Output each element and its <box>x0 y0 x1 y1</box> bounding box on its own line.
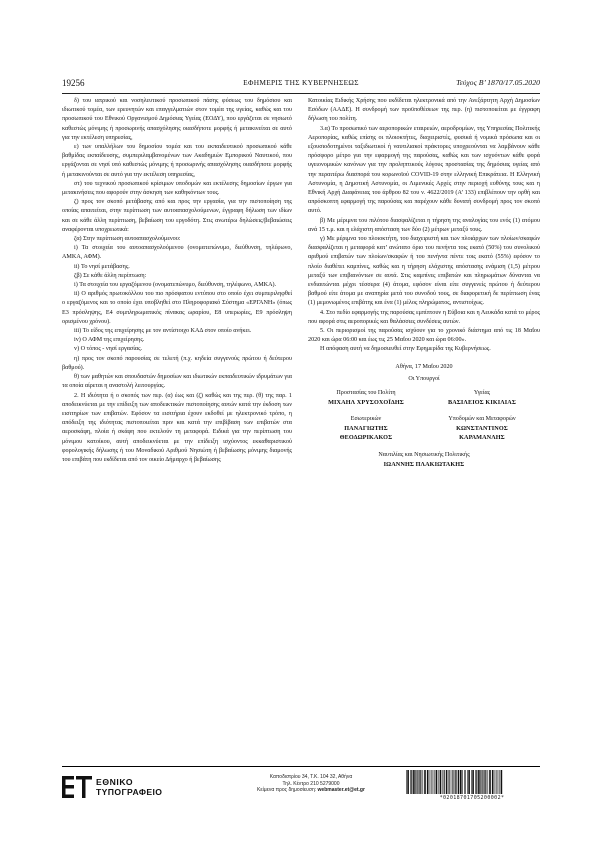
barcode-bar <box>472 770 474 794</box>
barcode-bar <box>420 770 421 794</box>
barcode-bar <box>464 770 465 794</box>
footer-phone: Τηλ. Κέντρο 210 5279000 <box>282 780 340 787</box>
barcode-bar <box>460 770 462 794</box>
footer-rule <box>62 766 540 767</box>
paragraph: β) Με μέριμνα του πιλότου διασφαλίζεται η τήρηση της αναλογίας του ενός (1) ατόμου ανά 15 τ.μ. και η ελάχιστη απόσταση των δύο (2) μέτρων μεταξύ τους. <box>308 217 540 233</box>
barcode-bar <box>484 770 485 794</box>
barcode-bar <box>465 770 466 794</box>
barcode-bar <box>471 770 472 794</box>
barcode-bar <box>482 770 483 794</box>
paragraph: 3.α) Το προσωπικό των αεροπορικών εταιρειών, αεροδρομίων, της Υπηρεσίας Πολιτικής Αεροπορίας, καθώς επίσης οι πλοιοκτήτες, διαχειριστές, φυσικά ή νομικά πρόσωπα και οι εξουσιοδοτημένοι ταξιδιωτικοί ή ναυτιλιακοί πράκτορες υποχρεούνται να λαμβάνουν κάθε πρόσφορο μέτρο για την εφαρμογή της παρούσας, καθώς και των ισχυόντων κάθε φορά υγειονομικών κανόνων για την προληπτικούς λόγους προστασίας της δημόσιας υγείας από την περαιτέρω διασπορά του κορωνοϊού COVID-19 στην ελληνική Επικράτεια. Η Ελληνική Αστυνομία, η Δημοτική Αστυνομία, οι Λιμενικές Αρχές στην περιοχή ευθύνης τους και η Εθνική Αρχή Διαφάνειας του άρθρου 82 του ν. 4622/2019 (Α’ 133) επιβλέπουν την ορθή και απρόσκοπτη εφαρμογή της παρούσας και παρέχουν κάθε δυνατή συνδρομή προς τον σκοπό αυτό. <box>308 125 540 215</box>
page-header <box>62 76 540 90</box>
logo-text-line1: ΕΘΝΙΚΟ <box>96 777 134 787</box>
barcode-bar <box>433 770 434 794</box>
footer-address: Καποδιστρίου 34, Τ.Κ. 104 32, Αθήνα <box>269 774 353 780</box>
journal-title: ΕΦΗΜΕΡΙΣ ΤΗΣ ΚΥΒΕΡΝΗΣΕΩΣ <box>243 78 359 87</box>
barcode-bar <box>430 770 431 794</box>
barcode-bar <box>423 770 424 794</box>
barcode-bar <box>478 770 480 794</box>
barcode-bar <box>451 770 452 794</box>
paragraph: i) Τα στοιχεία του αυτοαπασχολούμενου (ονοματεπώνυμο, διεύθυνση, τηλέφωνο, ΑΜΚΑ, ΑΦΜ). <box>62 245 292 261</box>
header-rule <box>62 93 540 94</box>
right-column <box>308 97 540 500</box>
barcode-bar <box>440 770 442 794</box>
barcode-bar <box>406 770 407 794</box>
paragraph: στ) του τεχνικού προσωπικού κρίσιμων υποδομών και εκτέλεσης δημοσίων έργων για μετακινήσεις που αφορούν στην άσκηση των καθηκόντων τους. <box>62 180 292 197</box>
paragraph: ii) Ο αριθμός πρωτοκόλλου του πιο πρόσφατου εντύπου στο οποίο έχει συμπεριληφθεί ο εργαζόμενος και το οποίο έχει υποβληθεί στο Πληροφοριακό Σύστημα «ΕΡΓΑΝΗ» (όπως Ε3 πρόσληψης, Ε4 συμπληρωματικός πίνακας ωραρίου, Ε8 υπερωρίες, Ε9 πρόσληψη ορισμένου χρόνου). <box>62 291 292 325</box>
paragraph: ε) των υπαλλήλων του δημοσίου τομέα και του εκπαιδευτικού προσωπικού κάθε βαθμίδας εκπαίδευσης, συμπεριλαμβανομένων των Ακαδημιών Εμπορικού Ναυτικού, που εργάζονται σε νησί υπό καθεστώς μόνιμης ή προσωρινής απασχόλησης οιασδήποτε μορφής ή μετακινούνται σε αυτό για την εκτέλεση υπηρεσίας, <box>62 144 292 178</box>
barcode-bar <box>419 770 420 794</box>
footer-logo <box>62 774 182 802</box>
barcode <box>404 770 540 794</box>
paragraph: ii) Το νησί μετάβασης. <box>74 263 130 270</box>
barcode-bar <box>444 770 445 794</box>
barcode-bar <box>495 770 496 794</box>
paragraph: θ) των μαθητών και σπουδαστών δημοσίων και ιδιωτικών εκπαιδευτικών ιδρυμάτων για τα οποία αίρεται η αναστολή λειτουργίας. <box>62 374 292 390</box>
barcode-number: *02018701705200002* <box>439 795 505 801</box>
issue-number: Τεύχος Β’ 1870/17.05.2020 <box>456 78 540 87</box>
barcode-bar <box>417 770 418 794</box>
barcode-bar <box>407 770 409 794</box>
barcode-bar <box>468 770 470 794</box>
barcode-bar <box>499 770 500 794</box>
barcode-bar <box>489 770 491 794</box>
barcode-bar <box>467 770 468 794</box>
barcode-bar <box>449 770 450 794</box>
paragraph: 5. Οι περιορισμοί της παρούσας ισχύουν για το χρονικό διάστημα από τις 18 Μαΐου 2020 και ώρα 06:00 και έως τις 25 Μαΐου 2020 και ώρα 06:00». <box>308 328 540 344</box>
logo-text-line2: ΤΥΠΟΓΡΑΦΕΙΟ <box>96 787 163 797</box>
minister-name: ΠΑΝΑΓΙΩΤΗΣ <box>344 424 388 432</box>
paragraph: ζα) Στην περίπτωση αυτοαπασχολούμενου: <box>74 236 181 243</box>
barcode-bar <box>411 770 412 794</box>
paragraph: δ) του ιατρικού και νοσηλευτικού προσωπικού πάσης φύσεως του δημόσιου και ιδιωτικού τομέα, των ερευνητών και επαγγελματιών στον τομέα της υγείας, καθώς και του προσωπικού του Εθνικού Οργανισμού Δημόσιας Υγείας (ΕΟΔΥ), που εργάζεται σε νησιωτό καθεστώς μόνιμης ή προσωρινής απασχόλησης οιασδήποτε μορφής ή μετακινείται σε αυτό για την εκτέλεση υπηρεσίας, <box>62 98 292 141</box>
paragraph: ζ) προς τον σκοπό μετάβασης από και προς την εργασία, για την πιστοποίηση της οποίας απαιτείται, στην περίπτωση των αυτοαπασχολούμενων, έγγραφη δήλωση των ιδίων και σε κάθε άλλη περίπτωση, βεβαίωση του εργοδότη. Στις ανωτέρω δηλώσεις/βεβαιώσεις αναφέρονται υποχρεωτικά: <box>62 199 292 233</box>
barcode-bar <box>442 770 443 794</box>
barcode-bar <box>498 770 499 794</box>
paragraph: η) προς τον σκοπό παρουσίας σε τελετή (π.χ. κηδεία συγγενούς πρώτου ή δεύτερου βαθμού). <box>62 355 292 371</box>
barcode-bar <box>462 770 463 794</box>
signatures-block <box>308 355 540 500</box>
footer-email-label: Κείμενα προς δημοσίευση: <box>257 787 317 794</box>
page-number: 19256 <box>62 78 85 88</box>
barcode-bar <box>424 770 426 794</box>
barcode-bar <box>501 770 503 794</box>
barcode-bar <box>413 770 415 794</box>
minister-title: Ναυτιλίας και Νησιωτικής Πολιτικής <box>378 451 470 458</box>
barcode-bar <box>446 770 448 794</box>
signature-date: Αθήνα, 17 Μαΐου 2020 <box>395 363 453 370</box>
paragraph: 2. Η ιδιότητα ή ο σκοπός των περ. (α) έως και (ζ) καθώς και της περ. (θ) της παρ. 1 αποδεικνύεται με την επίδειξη των αποδεικτικών πιστοποίησης αυτών κατά την έκδοση των εισιτηρίων των επιβατών. Εφόσον τα εισιτήρια έχουν εκδοθεί με ηλεκτρονικό τρόπο, η απόδειξη της ιδιότητας πιστοποιείται πριν και κατά την επιβίβαση των επιβατών στα αεροσκάφη, πλοία ή σκάφη που εκτελούν τη μεταφορά. Ειδικά για την περίπτωση του μόνιμου κατοίκου, αυτή αποδεικνύεται με την επίδειξη ισχύοντος εκκαθαριστικού φορολογικής δήλωσης ή του Μοναδικού Αριθμού Νησιώτη ή βεβαίωσης μόνιμης διαμονής του επιβάτη που εκδίδεται από τον οικείο Δήμαρχο ή βεβαίωσης <box>62 392 292 463</box>
footer-email[interactable]: webmaster.et@et.gr <box>317 787 365 794</box>
paragraph: iii) Το είδος της επιχείρησης με τον αντίστοιχο ΚΑΔ στον οποίο ανήκει. <box>74 328 252 335</box>
paragraph: iv) Ο ΑΦΜ της επιχείρησης. <box>74 337 145 344</box>
barcode-bar <box>475 770 476 794</box>
left-column <box>62 97 292 465</box>
signature-heading: Οι Υπουργοί <box>408 375 440 382</box>
minister-name: ΜΙΧΑΗΛ ΧΡΥΣΟΧΟΪΔΗΣ <box>328 398 404 406</box>
barcode-bar <box>436 770 438 794</box>
barcode-bar <box>492 770 494 794</box>
minister-name: ΒΑΣΙΛΕΙΟΣ ΚΙΚΙΛΙΑΣ <box>447 398 517 406</box>
paragraph: v) Ο τόπος - νησί εργασίας. <box>74 346 143 353</box>
barcode-bar <box>431 770 432 794</box>
et-logo-icon <box>62 776 92 798</box>
barcode-bar <box>458 770 460 794</box>
minister-title: Προστασίας του Πολίτη <box>336 389 396 396</box>
footer-contact <box>236 774 386 794</box>
barcode-bar <box>456 770 457 794</box>
barcode-bar <box>452 770 453 794</box>
paragraph: Η απόφαση αυτή να δημοσιευθεί στην Εφημερίδα της Κυβερνήσεως. <box>320 346 491 353</box>
barcode-bar <box>427 770 429 794</box>
minister-title: Υγείας <box>473 389 491 396</box>
barcode-bar <box>455 770 456 794</box>
barcode-bar <box>488 770 489 794</box>
barcode-bar <box>476 770 477 794</box>
barcode-bar <box>410 770 411 794</box>
barcode-bar <box>434 770 435 794</box>
paragraph: i) Τα στοιχεία του εργαζόμενου (ονοματεπώνυμο, διεύθυνση, τηλέφωνο, ΑΜΚΑ). <box>74 282 277 289</box>
paragraph: 4. Στο πεδίο εφαρμογής της παρούσας εμπίπτουν η Εύβοια και η Λευκάδα κατά το μέρος που αφορά στις αεροπορικές και θαλάσσιες συνδέσεις αυτών. <box>308 309 540 325</box>
paragraph: γ) Με μέριμνα του πλοιοκτήτη, του διαχειριστή και των πλοιάρχων των πλοίων/σκαφών διασφαλίζεται η μεταφορά κατ’ ανώτατο όριο του πενήντα τοις εκατό (50%) του συνολικού αριθμού επιβατών των πλοίων/σκαφών ή του πενήντα πέντε τοις εκατό (55%) εφόσον το πλοίο διαθέτει καμπίνες, καθώς και η τήρηση ελάχιστης απόστασης ενάμιση (1,5) μέτρου μεταξύ των επιβαινόντων σε αυτά. Στις καμπίνες επιβατών και πληρωμάτων δύνανται να ενδιαιτώνται μέχρι τέσσερα (4) άτομα, εφόσον είναι είτε συγγενείς πρώτου ή δεύτερου βαθμού είτε άτομα με αναπηρία μετά του συνοδού τους, σε διαφορετική δε περίπτωση ένας (1) μεμονωμένος επιβάτης και ένα (1) μέλος πληρώματος, αντιστοίχως. <box>308 236 540 307</box>
minister-title: Εσωτερικών <box>350 415 382 422</box>
minister-name: ΚΩΝΣΤΑΝΤΙΝΟΣ <box>456 424 508 432</box>
barcode-bar <box>415 770 416 794</box>
barcode-bar <box>438 770 439 794</box>
minister-name: ΚΑΡΑΜΑΝΛΗΣ <box>459 433 505 441</box>
barcode-bar <box>496 770 497 794</box>
paragraph: ζβ) Σε κάθε άλλη περίπτωση: <box>74 272 147 279</box>
barcode-bar <box>480 770 481 794</box>
paragraph: Κατοικίας Ειδικής Χρήσης που εκδίδεται ηλεκτρονικά από την Ανεξάρτητη Αρχή Δημοσίων Εσόδων (ΑΑΔΕ). Η συνδρομή των προϋποθέσεων της περ. (η) πιστοποιείται με έγγραφη δήλωση του πολίτη. <box>308 98 540 123</box>
minister-name: ΙΩΑΝΝΗΣ ΠΛΑΚΙΩΤΑΚΗΣ <box>383 460 465 468</box>
barcode-bar <box>485 770 486 794</box>
minister-name: ΘΕΟΔΩΡΙΚΑΚΟΣ <box>339 433 393 441</box>
minister-title: Υποδομών και Μεταφορών <box>448 415 516 422</box>
